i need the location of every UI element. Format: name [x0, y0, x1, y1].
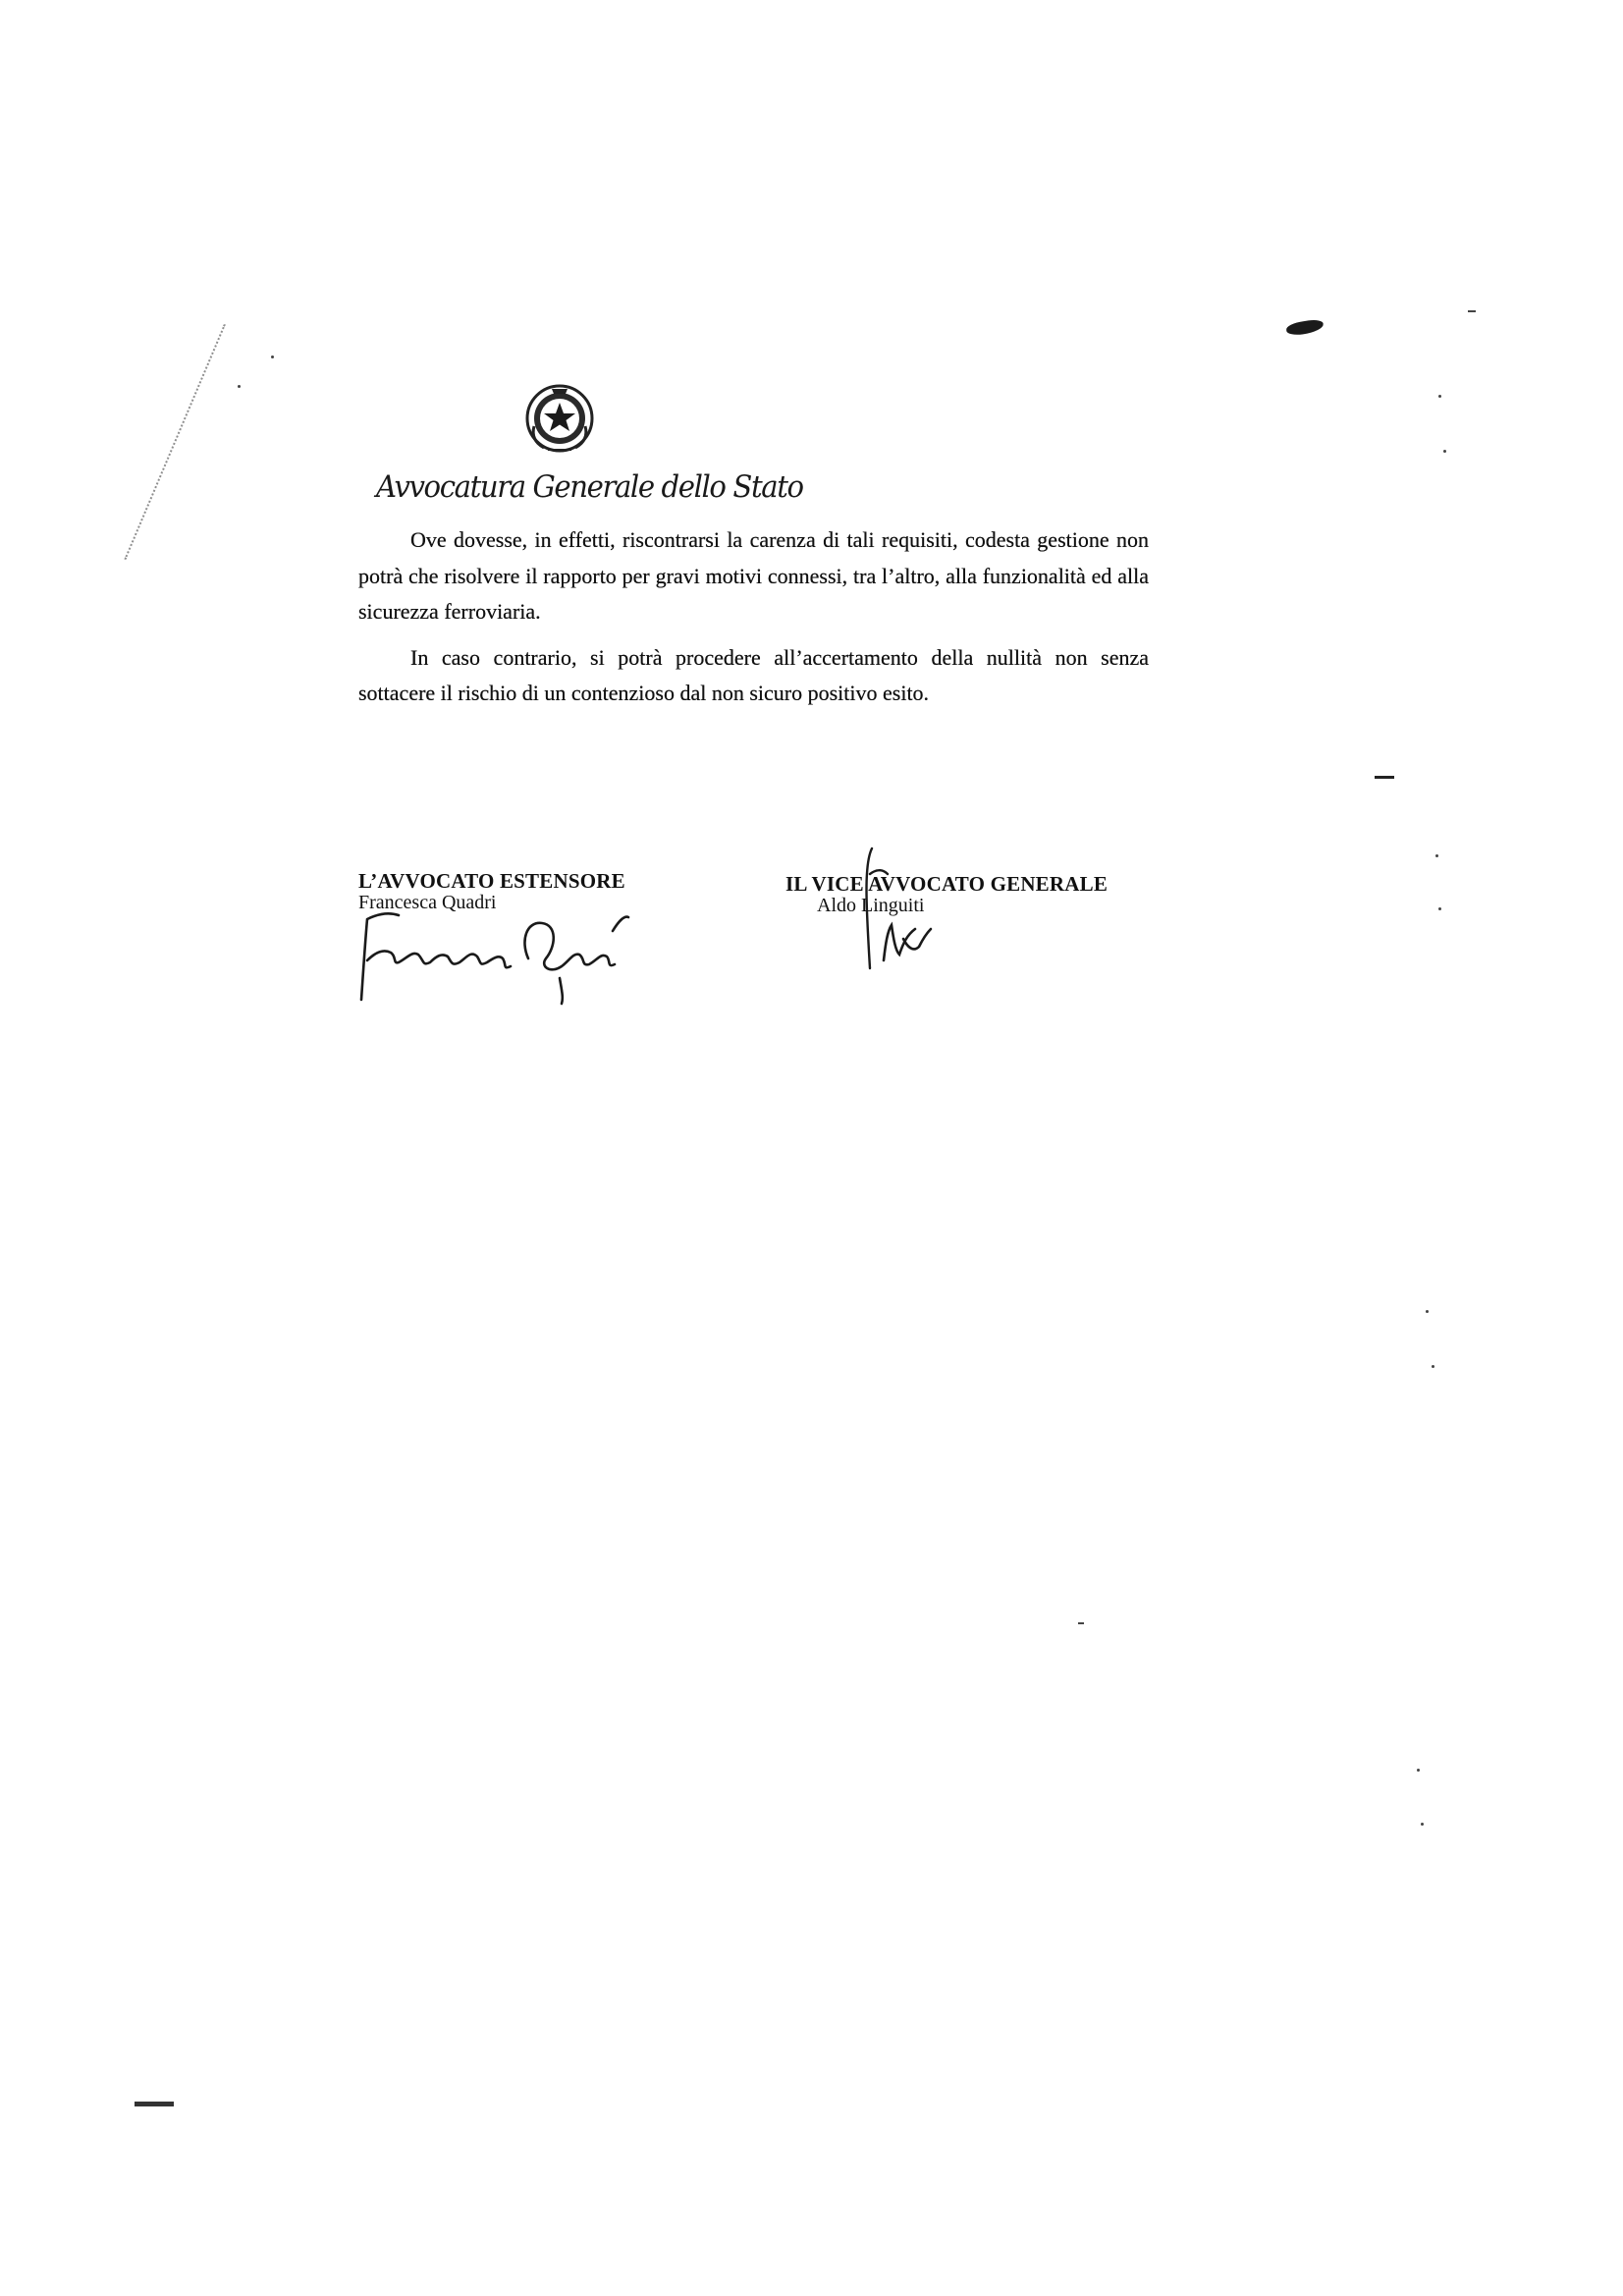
body-paragraph: Ove dovesse, in effetti, riscontrarsi la carenza di tali requisiti, codesta gestione non potrà che risolvere il rapporto per gravi motivi connessi, tra l’altro, alla funzionalità ed alla sicurezza ferroviaria.: [358, 527, 1149, 624]
scan-speck: [1468, 310, 1476, 312]
scan-speck: [238, 385, 241, 388]
agency-letterhead: Avvocatura Generale dello Stato: [376, 469, 803, 505]
italian-republic-emblem-icon: [522, 381, 597, 456]
scan-speck: [1078, 1622, 1084, 1624]
scan-speck: [1443, 450, 1446, 453]
scan-streak: [124, 324, 226, 561]
body-paragraph: In caso contrario, si potrà procedere all’accertamento della nullità non senza sottacere il rischio di un contenzioso dal non sicuro positivo esito.: [358, 644, 1149, 705]
scan-speck: [271, 355, 274, 358]
signature-block-right: [785, 872, 1159, 917]
letter-body: [358, 522, 1149, 722]
ink-blot: [1285, 318, 1324, 336]
scan-speck: [1426, 1310, 1429, 1313]
scan-speck: [1438, 395, 1441, 398]
signer-title: L’AVVOCATO ESTENSORE: [358, 869, 625, 893]
scan-speck: [1435, 854, 1438, 857]
scan-speck: [1417, 1769, 1420, 1772]
signer-name: Francesca Quadri: [358, 892, 497, 913]
scan-speck: [1438, 907, 1441, 910]
handwritten-initials-icon: [844, 845, 952, 972]
handwritten-signature-icon: [353, 902, 648, 1010]
scan-speck: [1421, 1823, 1424, 1826]
scan-dash: [1375, 776, 1394, 779]
scan-dash: [135, 2102, 174, 2106]
scan-speck: [1432, 1365, 1434, 1368]
signer-title: IL VICE AVVOCATO GENERALE: [785, 872, 1109, 896]
signer-name: Aldo Linguiti: [817, 895, 925, 916]
